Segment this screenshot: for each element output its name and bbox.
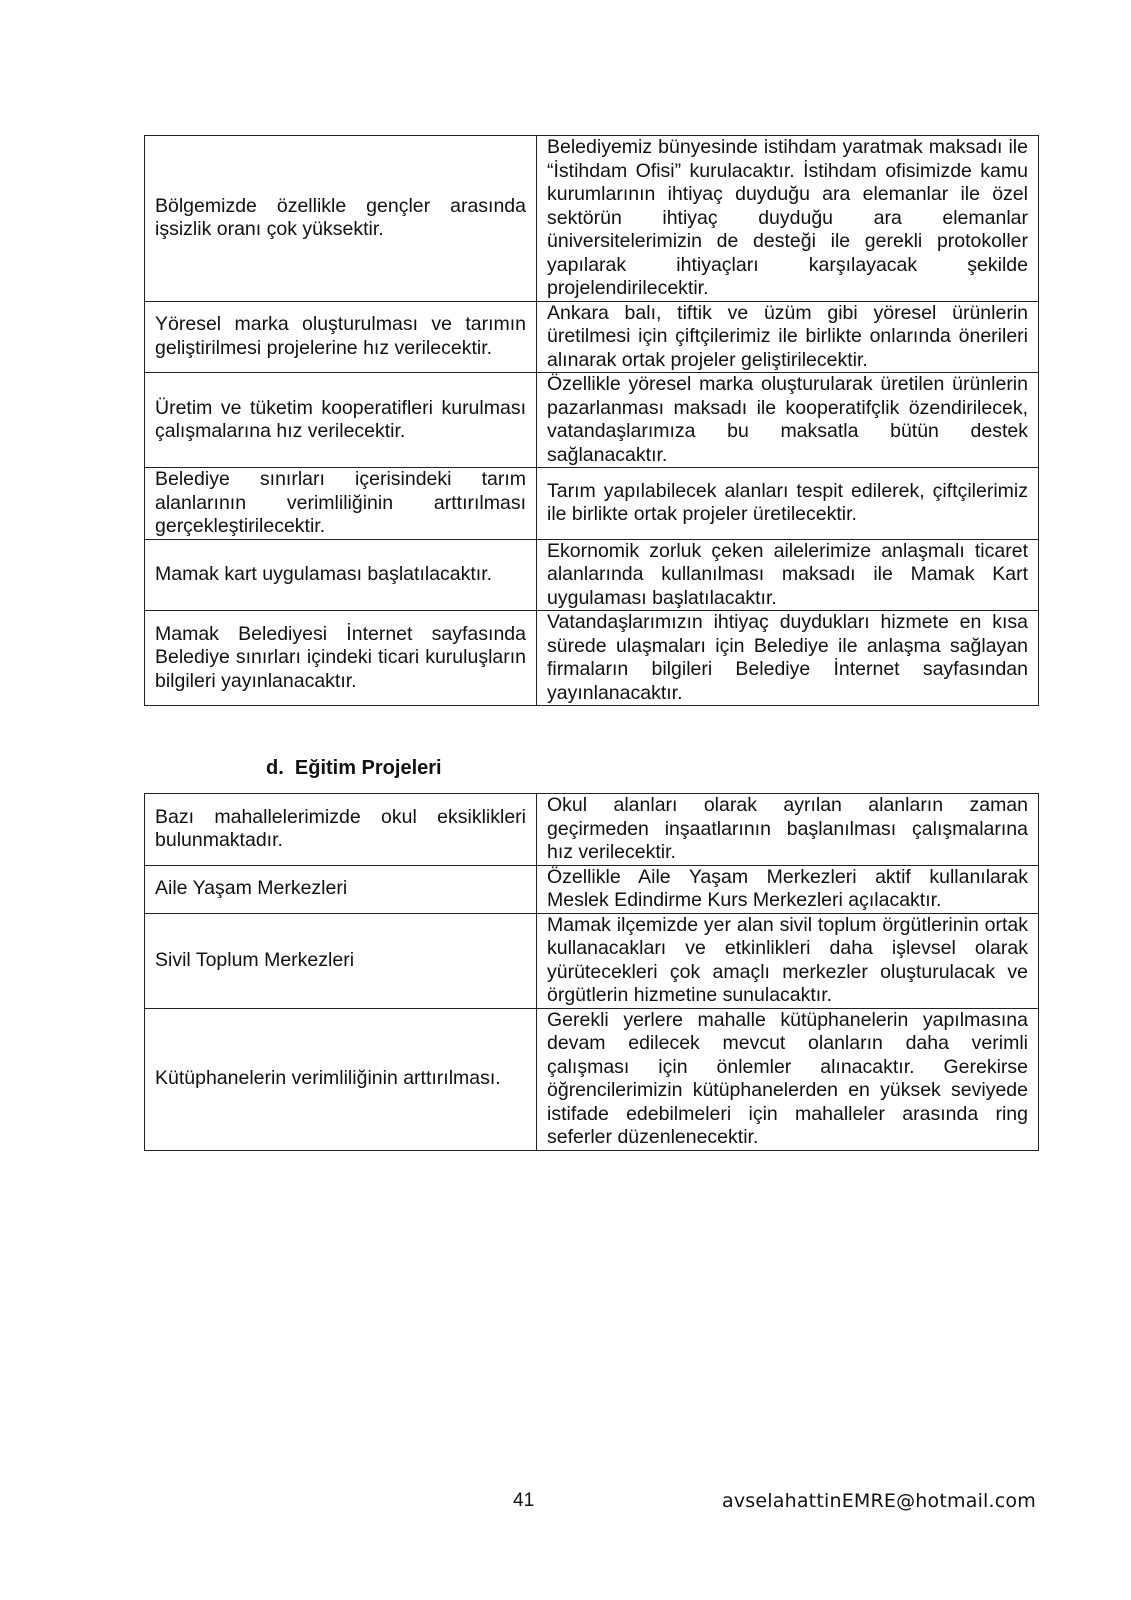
table-row xyxy=(145,913,1039,1008)
projects-table-economy xyxy=(144,135,1039,706)
action-cell: Özellikle Aile Yaşam Merkezleri aktif kullanılarak Meslek Edindirme Kurs Merkezleri açılacaktır. xyxy=(537,865,1039,913)
issue-cell: Sivil Toplum Merkezleri xyxy=(145,913,537,1008)
action-cell: Belediyemiz bünyesinde istihdam yaratmak maksadı ile “İstihdam Ofisi” kurulacaktır. İstihdam ofisimizde kamu kurumlarının ihtiyaç duyduğu ara elemanlar ile özel sektörün ihtiyaç duyduğu ara elemanlar üniversitelerimizin de desteği ile gerekli protokoller yapılarak ihtiyaçları karşılayacak şekilde projelendirilecektir. xyxy=(537,136,1039,302)
table-row xyxy=(145,373,1039,468)
table-row xyxy=(145,794,1039,866)
action-cell: Vatandaşlarımızın ihtiyaç duydukları hizmete en kısa sürede ulaşmaları için Belediye ile anlaşma sağlayan firmaların bilgileri Belediye İnternet sayfasından yayınlanacaktır. xyxy=(537,611,1039,706)
table-row xyxy=(145,301,1039,373)
action-cell: Ekornomik zorluk çeken ailelerimize anlaşmalı ticaret alanlarında kullanılması maksadı ile Mamak Kart uygulaması başlatılacaktır. xyxy=(537,539,1039,611)
footer-email: avselahattinEMRE@hotmail.com xyxy=(722,1490,1036,1512)
projects-table-education xyxy=(144,793,1039,1151)
action-cell: Mamak ilçemizde yer alan sivil toplum örgütlerinin ortak kullanacakları ve etkinlikleri daha işlevsel olarak yürütecekleri çok amaçlı merkezler oluşturulacak ve örgütlerin hizmetine sunulacaktır. xyxy=(537,913,1039,1008)
page-number: 41 xyxy=(513,1490,535,1511)
action-cell: Tarım yapılabilecek alanları tespit edilerek, çiftçilerimiz ile birlikte ortak projeler üretilecektir. xyxy=(537,468,1039,540)
issue-cell: Üretim ve tüketim kooperatifleri kurulması çalışmalarına hız verilecektir. xyxy=(145,373,537,468)
issue-cell: Kütüphanelerin verimliliğinin arttırılması. xyxy=(145,1008,537,1150)
issue-cell: Bazı mahallelerimizde okul eksiklikleri bulunmaktadır. xyxy=(145,794,537,866)
issue-cell: Aile Yaşam Merkezleri xyxy=(145,865,537,913)
issue-cell: Belediye sınırları içerisindeki tarım alanlarının verimliliğinin arttırılması gerçekleştirilecektir. xyxy=(145,468,537,540)
table-row xyxy=(145,468,1039,540)
table-row xyxy=(145,865,1039,913)
issue-cell: Mamak kart uygulaması başlatılacaktır. xyxy=(145,539,537,611)
issue-cell: Mamak Belediyesi İnternet sayfasında Belediye sınırları içindeki ticari kuruluşların bilgileri yayınlanacaktır. xyxy=(145,611,537,706)
action-cell: Gerekli yerlere mahalle kütüphanelerin yapılmasına devam edilecek mevcut olanların daha verimli çalışması için önlemler alınacaktır. Gerekirse öğrencilerimizin kütüphanelerden en yüksek seviyede istifade edebilmeleri için mahalleler arasında ring seferler düzenlenecektir. xyxy=(537,1008,1039,1150)
table-row xyxy=(145,136,1039,302)
table-row xyxy=(145,611,1039,706)
action-cell: Özellikle yöresel marka oluşturularak üretilen ürünlerin pazarlanması maksadı ile kooperatifçlik özendirilecek, vatandaşlarımıza bu maksatla bütün destek sağlanacaktır. xyxy=(537,373,1039,468)
table-row xyxy=(145,539,1039,611)
issue-cell: Yöresel marka oluşturulması ve tarımın geliştirilmesi projelerine hız verilecektir. xyxy=(145,301,537,373)
action-cell: Ankara balı, tiftik ve üzüm gibi yöresel ürünlerin üretilmesi için çiftçilerimiz ile birlikte onlarında önerileri alınarak ortak projeler geliştirilecektir. xyxy=(537,301,1039,373)
action-cell: Okul alanları olarak ayrılan alanların zaman geçirmeden inşaatlarının başlanılması çalışmalarına hız verilecektir. xyxy=(537,794,1039,866)
section-heading: d. Eğitim Projeleri xyxy=(266,757,442,779)
issue-cell: Bölgemizde özellikle gençler arasında işsizlik oranı çok yüksektir. xyxy=(145,136,537,302)
table-row xyxy=(145,1008,1039,1150)
